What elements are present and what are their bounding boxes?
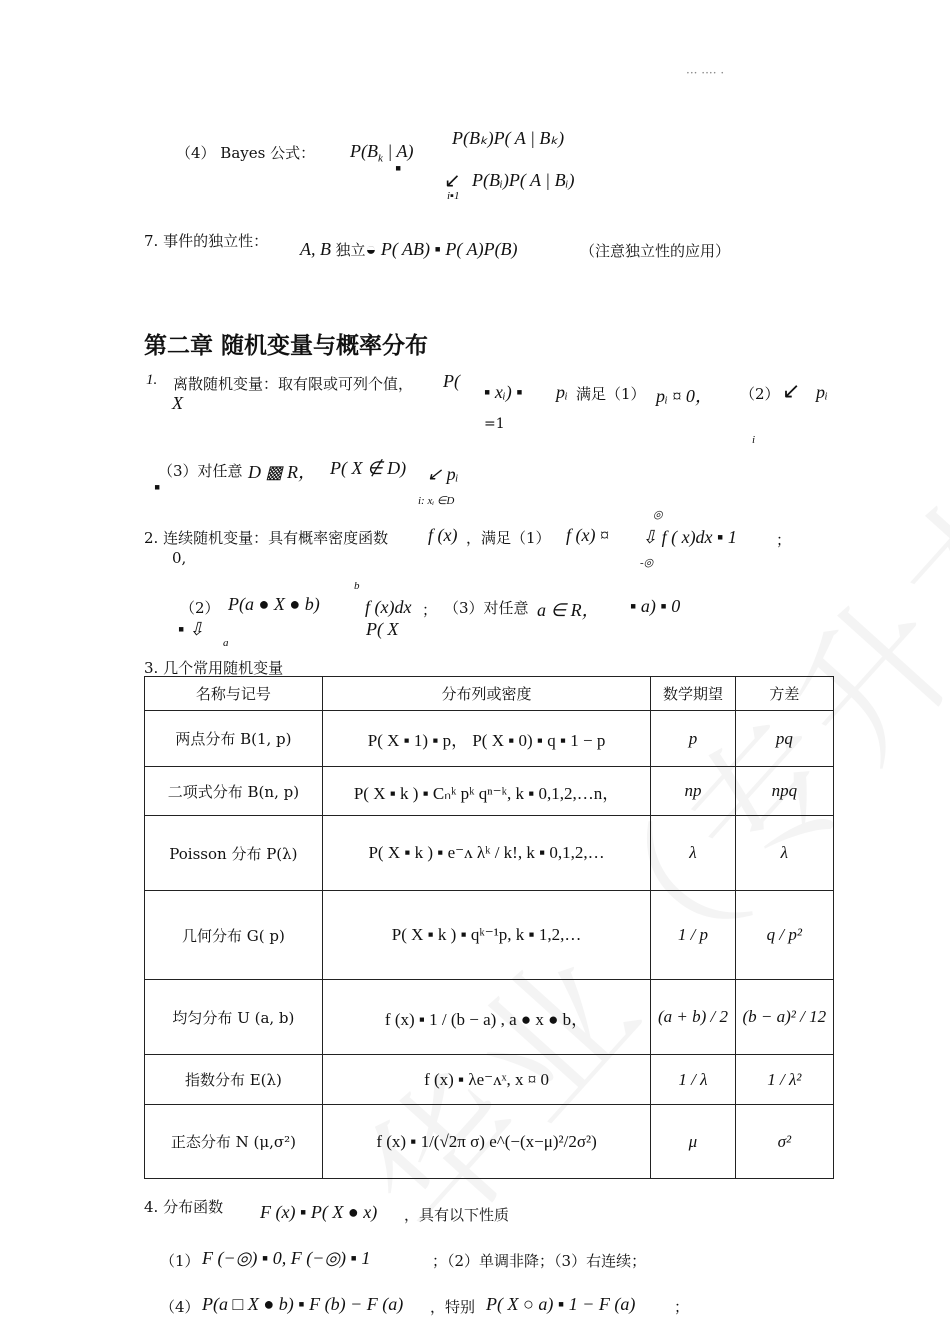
integral-upper: b (354, 580, 360, 592)
continuous-zero: 0, (172, 549, 187, 567)
dist-cell: f (x) ▪ 1/(√2π σ) e^(−(x−μ)²/2σ²) (322, 1105, 650, 1179)
chapter-title: 第二章 随机变量与概率分布 (144, 333, 429, 359)
continuous-c2-semi: ； (422, 601, 438, 619)
mean-cell: 1 / p (651, 891, 735, 980)
distribution-table (144, 676, 834, 1179)
discrete-satisfy: 满足（1） (576, 385, 646, 403)
discrete-p: P( (443, 371, 460, 391)
discrete-eq: ▪ xᵢ) ▪ (484, 382, 523, 402)
cdf-label: 4. 分布函数 (144, 1198, 224, 1216)
independence-formula: A, B 独立◒ P( AB) ▪ P( A)P(B) (300, 239, 518, 259)
bayes-equals: ▪ (395, 158, 402, 178)
item-number: 1. (146, 372, 158, 388)
bayes-label: （4） Bayes 公式： (176, 144, 316, 162)
mean-cell: (a + b) / 2 (651, 980, 735, 1055)
mean-cell: p (651, 711, 735, 767)
sum-icon: ↙ (782, 378, 801, 403)
var-cell: 1 / λ² (735, 1055, 833, 1105)
continuous-c2-eq: ▪ ⇩ (178, 619, 204, 639)
cdf-formula: F (x) ▪ P( X ● x) (260, 1202, 378, 1222)
dist-cell: f (x) ▪ λe⁻ᴧˣ, x ¤ 0 (322, 1055, 650, 1105)
bayes-sum-index: i▪1 (447, 190, 460, 202)
sum-icon: ↙ (444, 170, 461, 192)
continuous-c3-label: （3）对任意 (444, 599, 529, 617)
cdf-p1: F (−◎) ▪ 0, F (−◎) ▪ 1 (202, 1248, 371, 1268)
continuous-satisfy: ，满足（1） (466, 529, 551, 547)
discrete-text: 离散随机变量：取有限或可列个值， (173, 375, 414, 393)
bayes-numerator: P(Bₖ)P( A | Bₖ) (452, 128, 565, 148)
mean-cell: λ (651, 816, 735, 891)
dist-cell: P( X ▪ k ) ▪ Cₙᵏ pᵏ qⁿ⁻ᵏ, k ▪ 0,1,2,…n， (322, 767, 650, 816)
discrete-cond3-b: P( X ∉ D) (330, 458, 407, 478)
discrete-x: X (172, 393, 183, 413)
discrete-cond1: pᵢ ¤ 0， (656, 386, 713, 406)
table-header-row (145, 677, 834, 711)
cdf-p1-rest: ；（2）单调非降；（3）右连续； (432, 1252, 647, 1270)
name-cell: Poisson 分布 P(λ) (145, 816, 323, 891)
name-cell: 正态分布 N (μ,σ²) (145, 1105, 323, 1179)
continuous-c3-formula: a ∈ R， (537, 600, 600, 620)
header-cell: 分布列或密度 (322, 677, 650, 711)
header-cell: 名称与记号 (145, 677, 323, 711)
cdf-tail: ，具有以下性质 (404, 1206, 510, 1224)
discrete-cond3-index: i: xᵢ ∈D (418, 495, 455, 507)
dist-cell: P( X ▪ 1) ▪ p， P( X ▪ 0) ▪ q ▪ 1 − p (322, 711, 650, 767)
table-row (145, 767, 834, 816)
name-cell: 二项式分布 B(n, p) (145, 767, 323, 816)
var-cell: npq (735, 767, 833, 816)
discrete-cond2-label: （2） (740, 385, 780, 403)
name-cell: 指数分布 E(λ) (145, 1055, 323, 1105)
var-cell: σ² (735, 1105, 833, 1179)
continuous-semi: ； (776, 531, 792, 549)
header-cell: 数学期望 (651, 677, 735, 711)
page-header: ··· ···· · (686, 66, 725, 80)
discrete-cond3-sum: ↙ pᵢ (427, 464, 459, 484)
continuous-c2-formula: P(a ● X ● b) (228, 594, 320, 614)
mean-cell: np (651, 767, 735, 816)
table-row (145, 1105, 834, 1179)
continuous-label: 2. 连续随机变量：具有概率密度函数 (144, 529, 389, 547)
var-cell: (b − a)² / 12 (735, 980, 833, 1055)
minus-infinity-icon: -◎ (640, 557, 654, 569)
discrete-i: i (752, 434, 756, 446)
var-cell: q / p² (735, 891, 833, 980)
bayes-lhs: $P(B_k$ | A) (350, 141, 414, 165)
name-cell: 均匀分布 U (a, b) (145, 980, 323, 1055)
name-cell: 两点分布 B(1, p) (145, 711, 323, 767)
table-row (145, 891, 834, 980)
cdf-p1-label: （1） (160, 1252, 200, 1270)
cdf-p4-mid: ，特别 (430, 1298, 476, 1316)
mean-cell: 1 / λ (651, 1055, 735, 1105)
discrete-eq1: =1 (484, 416, 505, 432)
discrete-pi: pᵢ (556, 382, 568, 402)
integral-lower: a (223, 637, 229, 649)
discrete-cond3-label: （3）对任意 (158, 462, 243, 480)
continuous-cond1: f (x) ¤ (566, 525, 609, 545)
table-title: 3. 几个常用随机变量 (144, 659, 284, 677)
dist-cell: f (x) ▪ 1 / (b − a) , a ● x ● b， (322, 980, 650, 1055)
cdf-p4-label: （4） (160, 1298, 200, 1316)
independence-label: 7. 事件的独立性： (144, 232, 269, 250)
cdf-p4-end: ； (674, 1298, 690, 1316)
continuous-c3-p: P( X (366, 619, 399, 639)
discrete-pi2: pᵢ (816, 382, 828, 402)
table-row (145, 711, 834, 767)
cdf-p4-b: P( X ○ a) ▪ 1 − F (a) (486, 1294, 636, 1314)
name-cell: 几何分布 G( p) (145, 891, 323, 980)
continuous-fx: f (x) (428, 525, 458, 545)
var-cell: pq (735, 711, 833, 767)
dist-cell: P( X ▪ k ) ▪ e⁻ᴧ λᵏ / k!, k ▪ 0,1,2,… (322, 816, 650, 891)
table-row (145, 980, 834, 1055)
mean-cell: μ (651, 1105, 735, 1179)
var-cell: λ (735, 816, 833, 891)
continuous-c3-rest: ▪ a) ▪ 0 (630, 596, 681, 616)
discrete-cond3-a: D ▩ R， (248, 462, 317, 482)
continuous-c2-integrand: f (x)dx (365, 597, 412, 617)
bayes-denominator: P(Bᵢ)P( A | Bᵢ) (472, 170, 575, 190)
dist-cell: P( X ▪ k ) ▪ qᵏ⁻¹p, k ▪ 1,2,… (322, 891, 650, 980)
discrete-cond3-eq: ▪ (154, 477, 161, 497)
table-row (145, 816, 834, 891)
table-row (145, 1055, 834, 1105)
independence-note: （注意独立性的应用） (580, 242, 731, 260)
header-cell: 方差 (735, 677, 833, 711)
cdf-p4: P(a □ X ● b) ▪ F (b) − F (a) (202, 1294, 404, 1314)
continuous-integral: ⇩ f ( x)dx ▪ 1 (642, 527, 737, 547)
continuous-c2-label: （2） (180, 599, 220, 617)
infinity-icon: ◎ (653, 509, 663, 521)
